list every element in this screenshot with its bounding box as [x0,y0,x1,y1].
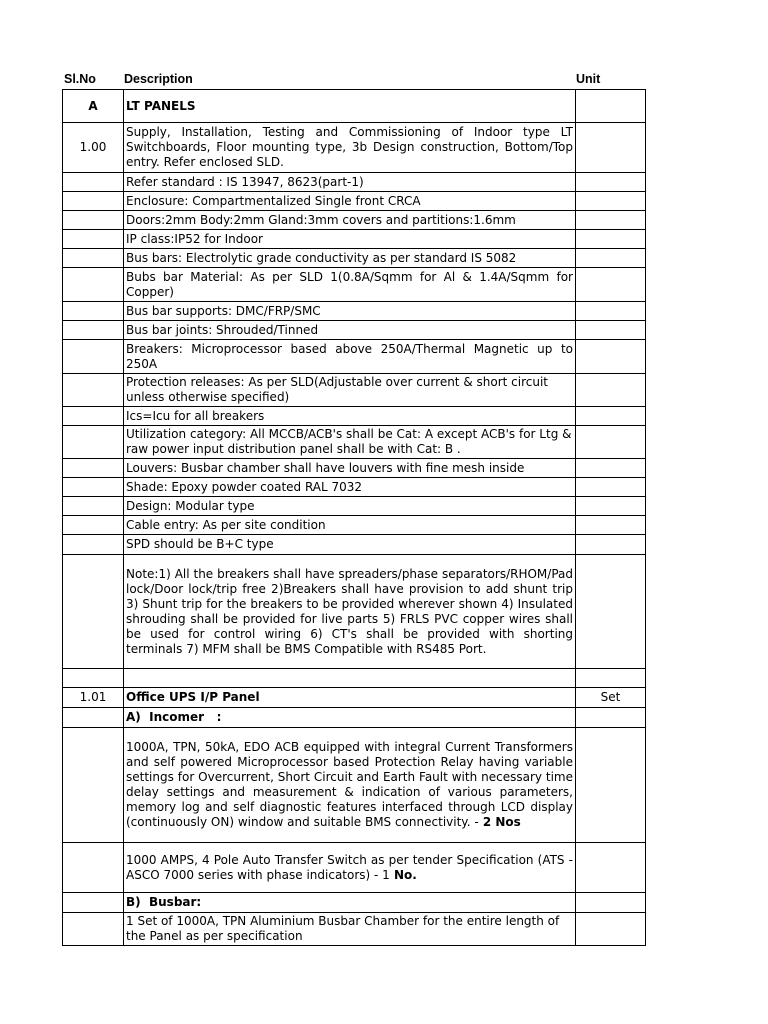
qty-bold: 2 Nos [478,815,521,829]
desc-cell: Design: Modular type [124,497,576,516]
qty-bold: No. [389,867,417,882]
table-row [63,426,646,459]
table-row [63,535,646,555]
desc-cell: Shade: Epoxy powder coated RAL 7032 [124,478,576,497]
unit-cell [576,249,646,268]
unit-cell [576,708,646,728]
table-row [63,249,646,268]
desc-cell: Enclosure: Compartmentalized Single front CRCA [124,192,576,211]
table-row [63,211,646,230]
unit-cell [576,268,646,302]
sl-cell [63,230,124,249]
desc-cell: SPD should be B+C type [124,535,576,555]
table-row [63,407,646,426]
sl-cell [63,340,124,374]
desc-cell: Louvers: Busbar chamber shall have louvers with fine mesh inside [124,459,576,478]
unit-cell [576,728,646,843]
unit-cell [576,123,646,173]
desc-cell: Note:1) All the breakers shall have spreaders/phase separators/RHOM/Pad lock/Door lock/trip free 2)Breakers shall have provision to add shunt trip 3) Shunt trip for the breakers to be provided wherever shown 4) Insulated shrouding shall be provided for live parts 5) FRLS PVC copper wires shall be used for control wiring 6) CT's shall be provided with shorting terminals 7) MFM shall be BMS Compatible with RS485 Port. [124,555,576,669]
table-row [63,516,646,535]
sl-cell: 1.00 [63,123,124,173]
desc-cell: Breakers: Microprocessor based above 250A/Thermal Magnetic up to 250A [124,340,576,374]
unit-cell [576,321,646,340]
table-row [63,374,646,407]
sl-cell [63,669,124,688]
sl-cell [63,516,124,535]
unit-cell [576,516,646,535]
desc-cell: A) Incomer : [124,708,576,728]
header-slno: Sl.No [64,72,96,86]
desc-cell: Ics=Icu for all breakers [124,407,576,426]
table-row [63,340,646,374]
unit-cell [576,407,646,426]
sl-cell [63,497,124,516]
sl-cell [63,535,124,555]
unit-cell [576,302,646,321]
unit-cell [576,192,646,211]
desc-cell: Supply, Installation, Testing and Commissioning of Indoor type LT Switchboards, Floor mounting type, 3b Design construction, Bottom/Top entry. Refer enclosed SLD. [124,123,576,173]
table-row [63,708,646,728]
unit-cell [576,211,646,230]
sl-cell [63,728,124,843]
unit-cell: Set [576,688,646,708]
sl-cell: 1.01 [63,688,124,708]
table-row [63,843,646,893]
sl-cell [63,893,124,913]
desc-cell [124,669,576,688]
table-row [63,669,646,688]
unit-cell [576,555,646,669]
unit-cell [576,843,646,893]
table-row [63,123,646,173]
sl-cell [63,555,124,669]
desc-text: 1000A, TPN, 50kA, EDO ACB equipped with integral Current Transformers and self powered Microprocessor based Protection Relay having variable settings for Overcurrent, Short Circuit and Earth Fault with necessary time delay settings and measurement & indication of various parameters, memory log and self diagnostic features interfaced through LCD display (continuously ON) window and suitable BMS connectivity. - [126,740,573,829]
table-row [63,497,646,516]
desc-cell [124,728,576,843]
sl-cell: A [63,90,124,123]
unit-cell [576,426,646,459]
sl-cell [63,211,124,230]
unit-cell [576,230,646,249]
desc-cell: Refer standard : IS 13947, 8623(part-1) [124,173,576,192]
sl-cell [63,708,124,728]
desc-cell: Bus bar joints: Shrouded/Tinned [124,321,576,340]
unit-cell [576,90,646,123]
table-row [63,302,646,321]
header-unit: Unit [576,72,601,86]
sl-cell [63,302,124,321]
sl-cell [63,249,124,268]
boq-table [62,89,646,946]
sl-cell [63,843,124,893]
table-row [63,728,646,843]
desc-text: 1000 AMPS, 4 Pole Auto Transfer Switch as per tender Specification (ATS - ASCO 7000 series with phase indicators) - 1 [126,852,573,882]
unit-cell [576,669,646,688]
desc-cell [124,843,576,893]
desc-cell: Bus bar supports: DMC/FRP/SMC [124,302,576,321]
table-row [63,173,646,192]
table-row [63,90,646,123]
desc-cell: IP class:IP52 for Indoor [124,230,576,249]
unit-cell [576,497,646,516]
table-row [63,459,646,478]
sl-cell [63,321,124,340]
unit-cell [576,374,646,407]
sl-cell [63,192,124,211]
desc-cell: Office UPS I/P Panel [124,688,576,708]
unit-cell [576,893,646,913]
table-row [63,688,646,708]
sl-cell [63,374,124,407]
desc-cell: Cable entry: As per site condition [124,516,576,535]
desc-cell: LT PANELS [124,90,576,123]
desc-cell: B) Busbar: [124,893,576,913]
table-row [63,230,646,249]
table-row [63,913,646,946]
sl-cell [63,913,124,946]
desc-cell: Bubs bar Material: As per SLD 1(0.8A/Sqmm for Al & 1.4A/Sqmm for Copper) [124,268,576,302]
sl-cell [63,426,124,459]
unit-cell [576,340,646,374]
desc-cell: Protection releases: As per SLD(Adjustable over current & short circuit unless otherwise specified) [124,374,576,407]
sl-cell [63,478,124,497]
unit-cell [576,478,646,497]
table-row [63,893,646,913]
sl-cell [63,407,124,426]
sl-cell [63,173,124,192]
table-row [63,555,646,669]
desc-cell: Doors:2mm Body:2mm Gland:3mm covers and partitions:1.6mm [124,211,576,230]
desc-cell: Bus bars: Electrolytic grade conductivity as per standard IS 5082 [124,249,576,268]
header-description: Description [124,72,193,86]
table-row [63,268,646,302]
table-row [63,321,646,340]
unit-cell [576,459,646,478]
sl-cell [63,459,124,478]
desc-cell: 1 Set of 1000A, TPN Aluminium Busbar Chamber for the entire length of the Panel as per specification [124,913,576,946]
unit-cell [576,173,646,192]
table-row [63,192,646,211]
desc-cell: Utilization category: All MCCB/ACB's shall be Cat: A except ACB's for Ltg & raw power input distribution panel shall be with Cat: B . [124,426,576,459]
sl-cell [63,268,124,302]
unit-cell [576,535,646,555]
unit-cell [576,913,646,946]
table-row [63,478,646,497]
